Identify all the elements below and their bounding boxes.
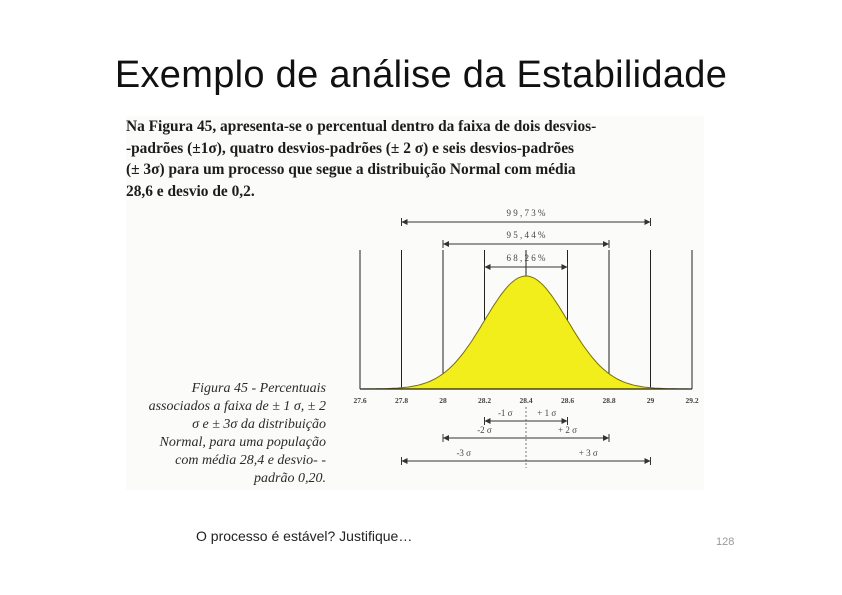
intro-paragraph: Na Figura 45, apresenta-se o percentual dentro da faixa de dois desvios- -padrões (±1σ), quatro desvios-padrões (± 2 σ) e seis desvios-padrões (± 3σ) para um processo que segue a distribuição Normal com média 28,6 e desvio de 0,2. xyxy=(126,118,597,200)
band-bottom-arrow-2-left-head xyxy=(402,458,408,464)
x-tick-label-4: 28.4 xyxy=(519,396,533,405)
x-tick-label-7: 29 xyxy=(646,396,655,405)
band-bottom-right-label-2: + 3 σ xyxy=(578,448,598,458)
page-number: 128 xyxy=(716,536,735,548)
x-tick-label-5: 28.6 xyxy=(560,396,575,405)
band-top-arrow-0-left-head xyxy=(402,219,408,225)
band-bottom-arrow-1-left-head xyxy=(443,435,449,441)
band-bottom-right-label-1: + 2 σ xyxy=(558,425,577,435)
slide-title: Exemplo de análise da Estabilidade xyxy=(114,54,728,96)
band-bottom-left-label-0: -1 σ xyxy=(497,408,513,418)
band-top-label-1: 9 5 , 4 4 % xyxy=(506,230,546,240)
x-tick-label-6: 28.8 xyxy=(602,396,616,405)
band-bottom-left-label-2: -3 σ xyxy=(456,448,472,458)
band-bottom-arrow-0-left-head xyxy=(485,418,491,424)
x-tick-label-2: 28 xyxy=(439,396,447,405)
band-bottom-arrow-2-right-head xyxy=(645,458,651,464)
band-top-label-2: 6 8 , 2 6 % xyxy=(506,253,546,263)
band-bottom-arrow-1-right-head xyxy=(603,435,609,441)
x-tick-label-0: 27.6 xyxy=(353,396,367,405)
band-top-arrow-2-right-head xyxy=(562,264,568,270)
band-top-arrow-0-right-head xyxy=(645,219,651,225)
band-top-label-0: 9 9 , 7 3 % xyxy=(506,208,546,218)
question-text: O processo é estável? Justifique… xyxy=(196,528,413,544)
band-top-arrow-1-right-head xyxy=(603,241,609,247)
figure-scan xyxy=(126,116,704,490)
band-bottom-left-label-1: -2 σ xyxy=(477,425,492,435)
x-tick-label-8: 29.2 xyxy=(685,396,699,405)
x-tick-label-3: 28.2 xyxy=(477,396,492,405)
figure-caption: Figura 45 - Percentuais associados a faixa de ± 1 σ, ± 2 σ e ± 3σ da distribuição Normal, para uma população com média 28,4 e desvio- - padrão 0,20. xyxy=(148,381,326,486)
band-top-arrow-1-left-head xyxy=(443,241,449,247)
band-bottom-arrow-0-right-head xyxy=(562,418,568,424)
band-bottom-right-label-0: + 1 σ xyxy=(537,408,557,418)
x-tick-label-1: 27.8 xyxy=(394,396,409,405)
band-top-arrow-2-left-head xyxy=(485,264,491,270)
normal-curve-area xyxy=(360,276,692,389)
